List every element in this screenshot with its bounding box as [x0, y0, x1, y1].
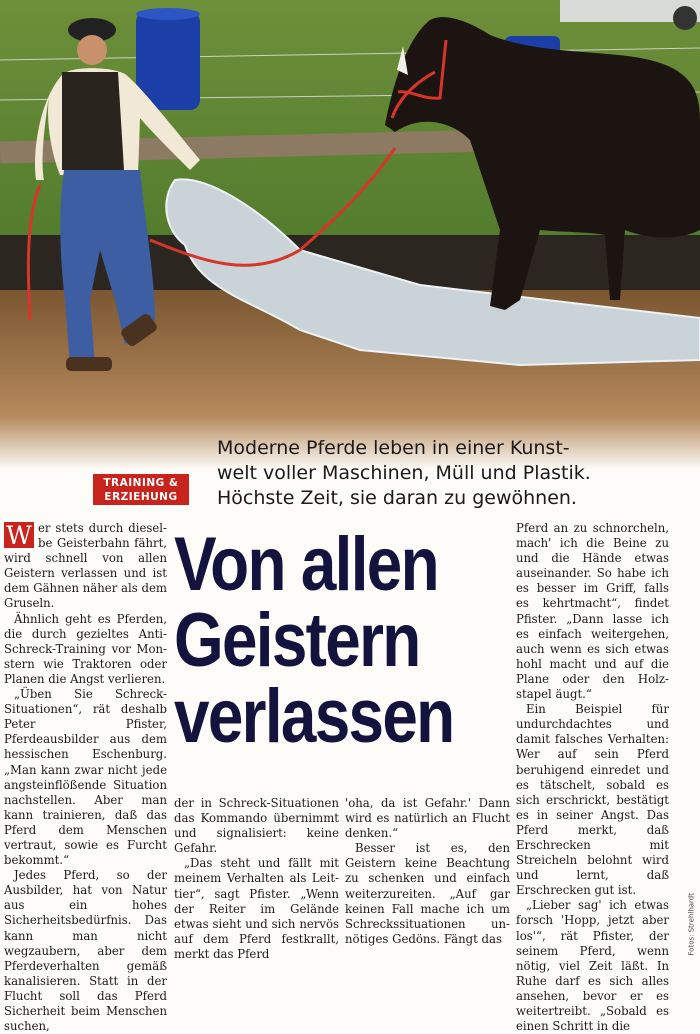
- section-tag-line2: ERZIEHUNG: [104, 491, 178, 503]
- body-paragraph: Besser ist es, den Geistern keine Beachtung zu schenken und einfach weiterzureiten. „Auf gar keinen Fall mache ich um Schreckssituationen unnötiges Gedöns. Fängt das: [345, 841, 510, 946]
- deck-line-1: Moderne Pferde leben in einer Kunst-: [217, 437, 570, 459]
- body-paragraph: „Üben Sie Schreck-Situationen“, rät deshalb Peter Pfister, Pferdeausbilder aus dem hessischen Eschenburg. „Man kann zwar nicht jede angsteinflößende Situation nachstellen. Aber man kann trainieren, daß das Pferd dem Menschen vertraut, sowie es Furcht bekommt.“: [4, 687, 167, 868]
- section-tag: [93, 474, 189, 505]
- headline-line-1: Von allen: [174, 522, 438, 607]
- body-paragraph: 'oha, da ist Gefahr.' Dann wird es natürlich an Flucht denken.“: [345, 796, 510, 841]
- drop-cap: W: [4, 522, 34, 548]
- cover-photo: [0, 0, 700, 470]
- deck-line-2: welt voller Maschinen, Müll und Plastik.: [217, 462, 591, 484]
- body-paragraph: „Lieber sag' ich etwas forsch 'Hopp, jetzt aber los'“, rät Pfister, der seinem Pferd, wenn nötig, viel Zeit läßt. In Ruhe darf es sich alles ansehen, bevor er es weitertreibt. „Sobald es einen Schritt in die: [516, 898, 669, 1034]
- body-paragraph: Jedes Pferd, so der Ausbilder, hat von Natur aus ein hohes Sicherheitsbedürfnis. Das kann man nicht wegzaubern, aber dem Pferdeverhalten gemäß kanalisieren. Statt in der Flucht soll das Pferd Sicherheit beim Menschen suchen,: [4, 868, 167, 1034]
- body-paragraph: Ein Beispiel für undurchdachtes und damit falsches Verhalten: Wer auf sein Pferd beruhigend einredet und es tätschelt, sobald es sich erschrickt, bestätigt es in seiner Angst. Das Pferd merkt, daß Erschrecken mit Streicheln belohnt wird und lernt, daß Erschrecken gut ist.: [516, 702, 669, 898]
- body-column-4: [516, 521, 669, 1034]
- body-paragraph: der in Schreck-Situationen das Kommando übernimmt und signalisiert: keine Gefahr.: [174, 796, 339, 856]
- paragraph-text: er stets durch dieselbe Geisterbahn fährt, wird schnell von allen Geistern verlassen und ist dem Gähnen näher als dem Gruseln.: [4, 521, 167, 611]
- headline: [174, 522, 514, 759]
- deck-text: [217, 436, 697, 511]
- headline-line-3: verlassen: [174, 674, 454, 759]
- section-tag-line1: TRAINING &: [103, 477, 179, 489]
- photo-credit: Fotos: Strehlhardt: [688, 893, 696, 956]
- body-paragraph: „Das steht und fällt mit meinem Verhalten als Leittier“, sagt Pfister. „Wenn der Reiter im Gelände etwas sieht und sich nervös auf dem Pferd festkrallt, merkt das Pferd: [174, 856, 339, 961]
- body-column-2: [174, 796, 339, 962]
- body-paragraph: Pferd an zu schnorcheln, mach' ich die Beine zu und die Hände etwas auseinander. So habe ich es besser im Griff, falls es kehrtmacht“, findet Pfister. „Dann lasse ich es einfach weitergehen, auch wenn es sich etwas hohl macht und auf die Plane oder den Holzstapel äugt.“: [516, 521, 669, 702]
- body-paragraph: Ähnlich geht es Pferden, die durch gezieltes Anti-Schreck-Training vor Monstern wie Traktoren oder Planen die Angst verlieren.: [4, 611, 167, 686]
- deck-line-3: Höchste Zeit, sie daran zu gewöhnen.: [217, 487, 577, 509]
- body-column-1: [4, 521, 167, 1034]
- body-column-3: [345, 796, 510, 947]
- body-paragraph: [4, 521, 167, 612]
- headline-line-2: Geistern: [174, 598, 420, 683]
